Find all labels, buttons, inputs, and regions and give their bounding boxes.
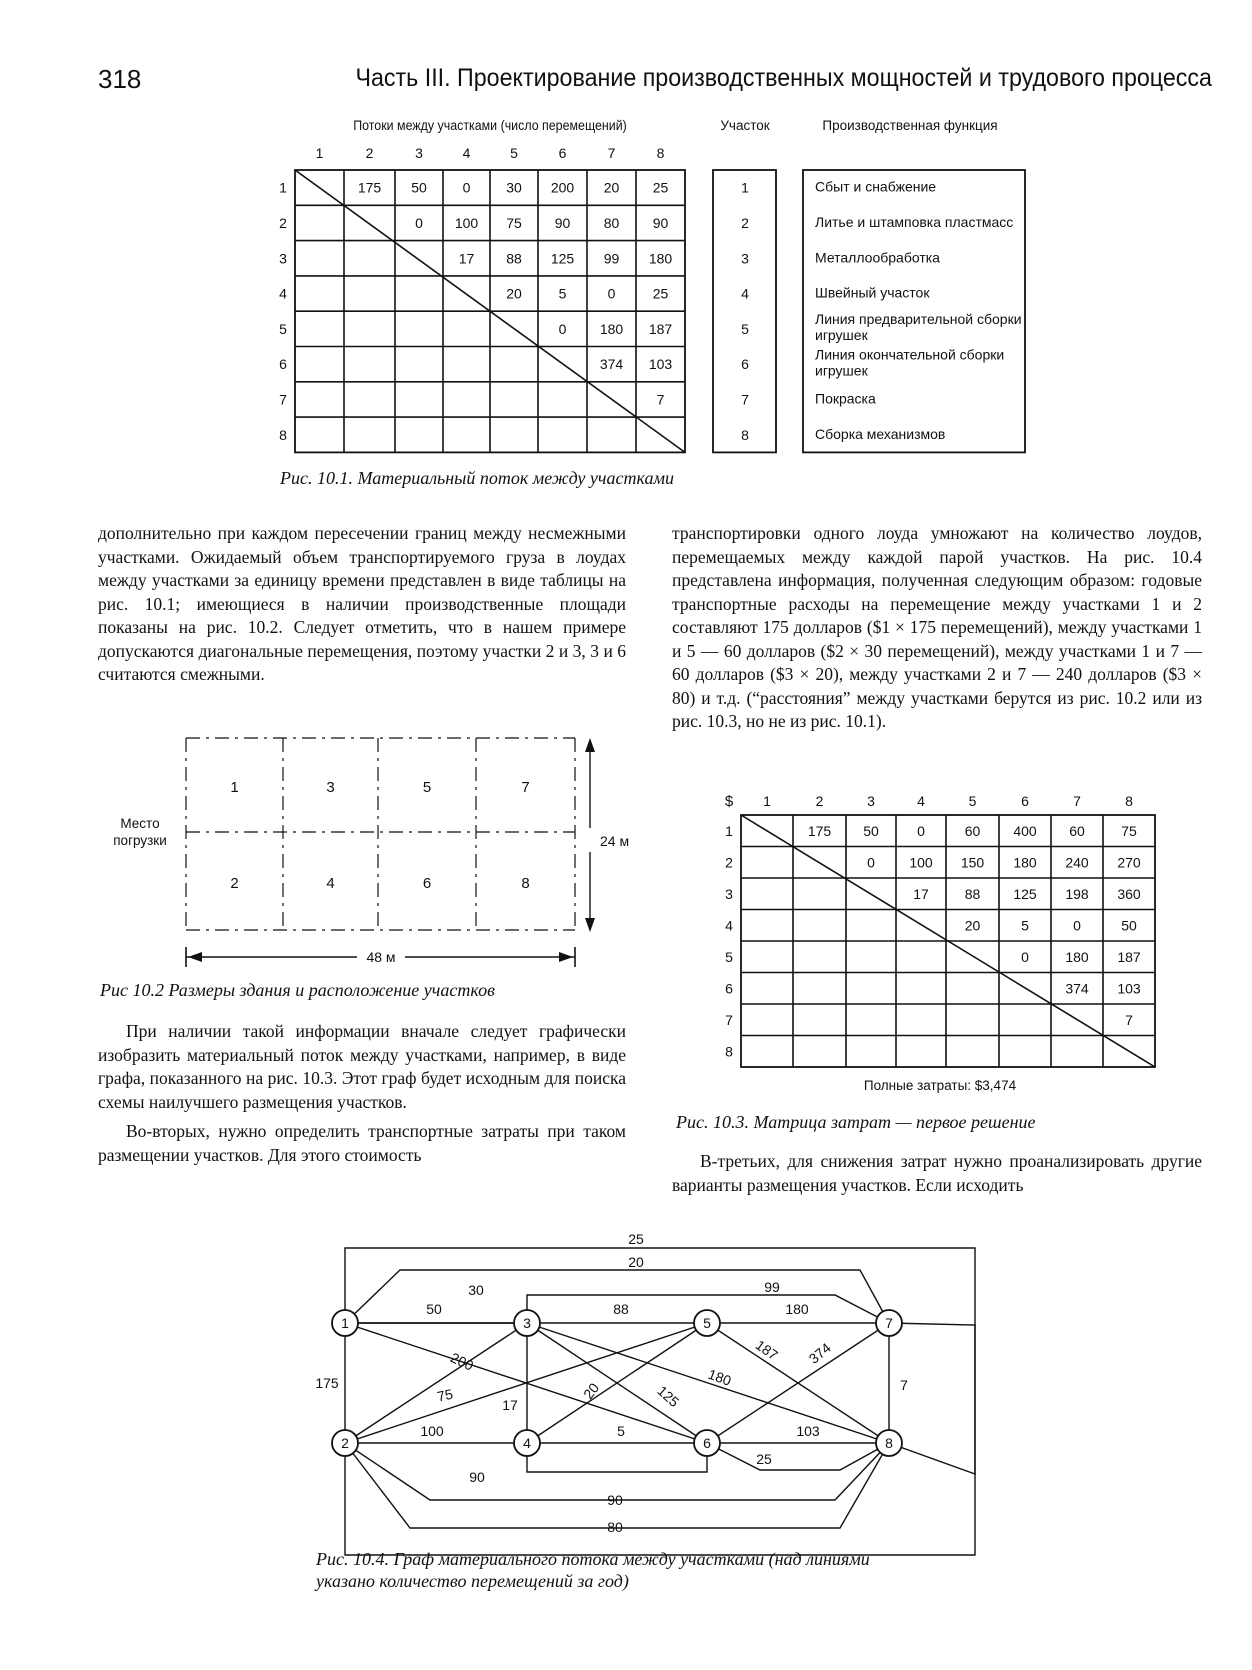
column-index: 1 [315,145,324,161]
figure-10-3-caption: Рис. 10.3. Матрица затрат — первое решение [676,1112,1036,1132]
right-text-block-2 [672,1150,1202,1197]
edge-label: 125 [654,1382,683,1411]
row-index: 7 [725,1011,733,1028]
cell-value: 270 [1117,854,1141,871]
column-index: 6 [558,145,567,161]
height-label: 24 м [600,833,630,849]
page-number: 318 [98,64,142,94]
node-label: 1 [341,1315,349,1331]
area-label: 7 [521,779,530,796]
function-label: Сбыт и снабжение [815,178,937,195]
dept-number: 3 [741,250,749,267]
dept-header: Участок [720,118,770,133]
area-label: 1 [230,779,239,796]
dept-number: 6 [741,356,749,373]
function-label: Покраска [815,390,876,407]
cell-value: 20 [506,285,522,302]
column-index: 2 [365,145,374,161]
graph-edge [707,1443,889,1470]
row-index: 1 [725,822,733,839]
column-index: 2 [815,793,824,809]
column-index: 4 [917,793,925,809]
column-index: 7 [1073,793,1081,809]
cell-value: 400 [1013,822,1037,839]
graph-edge [527,1443,707,1472]
caption-line: Рис. 10.4. Граф материального потока между участками (над линиями [316,1549,870,1569]
node-label: 8 [885,1435,893,1451]
cell-value: 25 [652,179,669,196]
cell-value: 180 [1065,948,1089,965]
cell-value: 187 [1117,948,1141,965]
node-label: 3 [523,1315,531,1331]
function-label: Металлообработка [815,249,940,266]
arrow-head [585,918,595,932]
area-label: 2 [230,875,239,892]
row-index: 3 [279,250,287,267]
column-index: 6 [1021,793,1029,809]
cell-value: 0 [607,285,616,302]
cell-value: 20 [603,179,620,196]
cell-value: 100 [909,854,933,871]
arrow-head [585,738,595,752]
node-label: 4 [523,1435,531,1451]
row-index: 3 [725,885,733,902]
cell-value: 150 [960,854,985,871]
function-header: Производственная функция [822,118,998,133]
edge-label: 100 [420,1423,444,1439]
column-index: 7 [607,145,616,161]
dept-number: 7 [741,391,749,408]
function-label: Литье и штамповка пластмасс [815,213,1014,230]
cell-value: 0 [462,179,471,196]
dept-number: 5 [741,320,749,337]
paragraph: дополнительно при каждом пересечении границ между несмежными участками. Ожидаемый объем транспортируемого груза в лоудах между участками за единицу времени представлен в виде таблицы на рис. 10.1; имеющиеся в наличии производственные площади показаны на рис. 10.2. Следует отметить, что в нашем примере допускаются диагональные перемещения, поэтому участки 2 и 3, 3 и 6 считаются смежными. [98,523,626,684]
figure-10-4-caption [316,1548,996,1592]
edge-label: 25 [756,1451,772,1467]
cell-value: 60 [964,822,981,839]
cell-value: 180 [1013,854,1037,871]
matrix-title: Потоки между участками (число перемещений) [353,117,627,134]
row-index: 2 [279,214,287,231]
paragraph: транспортировки одного лоуда умножают на количество лоудов, перемещаемых между каждой парой участков. На рис. 10.4 представлена информация, полученная следующим образом: годовые транспортные расходы на перемещение между участками 1 и 2 составляют 175 долларов ($1 × 175 перемещений), между участками 1 и 5 — 60 долларов ($2 × 30 перемещений), между участками 1 и 7 — 60 долларов ($3 × 20), между участками 2 и 7 — 240 долларов ($3 × 80) и т.д. (“расстояния” между участками берутся из рис. 10.2 или из рис. 10.3, но не из рис. 10.1). [672,523,1202,731]
edge-label: 88 [613,1301,629,1317]
cell-value: 80 [603,214,620,231]
dock-label: погрузки [113,833,167,848]
column-index: 5 [510,145,518,161]
cell-value: 360 [1117,885,1141,902]
cell-value: 90 [652,214,669,231]
cell-value: 20 [964,917,981,934]
arrow-head [559,952,573,962]
cell-value: 0 [1021,948,1029,965]
dept-column-frame [713,170,776,452]
area-label: 5 [422,779,432,796]
left-text-block-1 [98,522,626,687]
column-index: 1 [763,793,771,809]
label-gap [583,828,597,852]
paragraph: Во-вторых, нужно определить транспортные затраты при таком размещении участков. Для этого стоимость [98,1121,626,1165]
cell-value: 240 [1065,854,1089,871]
cell-value: 198 [1065,885,1089,902]
row-index: 5 [279,320,287,337]
cell-value: 200 [550,179,575,196]
area-label: 8 [521,875,530,892]
cell-value: 25 [652,285,669,302]
cell-value: 5 [1021,917,1029,934]
graph-edge [345,1443,889,1528]
edge-label: 90 [607,1492,623,1508]
running-title: Часть III. Проектирование производственных мощностей и трудового процесса [355,64,1212,92]
cell-value: 187 [648,320,673,337]
row-index: 8 [725,1043,733,1060]
edge-label: 90 [469,1469,485,1485]
function-label: игрушек [815,362,868,379]
cell-value: 125 [1013,885,1037,902]
column-index: 8 [656,145,665,161]
width-label: 48 м [366,949,396,965]
cell-value: 17 [458,250,475,267]
cell-value: 0 [917,822,925,839]
function-label: игрушек [815,327,868,344]
dept-number: 4 [741,285,749,302]
cell-value: 125 [550,250,575,267]
cell-value: 180 [599,320,624,337]
cell-value: 0 [867,854,875,871]
cell-value: 90 [554,214,571,231]
dept-number: 8 [741,426,749,443]
cell-value: 60 [1069,822,1085,839]
row-index: 7 [279,391,287,408]
cell-value: 99 [603,250,620,267]
edge-label: 50 [426,1301,442,1317]
edge-label: 180 [785,1301,809,1317]
row-index: 2 [725,854,733,871]
graph-edge [527,1323,889,1443]
figure-10-2-caption: Рис 10.2 Размеры здания и расположение участков [100,980,495,1000]
edge-label: 187 [752,1336,782,1364]
edge-label: 200 [448,1349,477,1374]
node-label: 6 [703,1435,711,1451]
node-label: 2 [341,1435,349,1451]
edge-label: 103 [796,1423,820,1439]
caption-line: указано количество перемещений за год) [316,1571,629,1591]
edge-label: 20 [628,1254,644,1270]
cell-value: 88 [964,885,981,902]
function-label: Сборка механизмов [815,425,946,442]
cell-value: 75 [1121,822,1137,839]
area-label: 6 [422,875,432,892]
edge-label: 7 [900,1377,908,1393]
dept-number: 2 [741,214,749,231]
cell-value: 374 [1065,980,1089,997]
cell-value: 175 [357,179,382,196]
cell-value: 7 [1125,1011,1133,1028]
cell-value: 180 [648,250,673,267]
cell-value: 103 [1117,980,1141,997]
node-label: 7 [885,1315,893,1331]
area-label: 4 [326,875,335,892]
cell-value: 374 [599,356,624,373]
cell-value: 5 [558,285,567,302]
column-index: 5 [968,793,977,809]
cell-value: 0 [1073,917,1081,934]
cell-value: 75 [506,214,522,231]
cell-value: 175 [807,822,832,839]
figure-10-1-caption: Рис. 10.1. Материальный поток между участками [280,468,674,488]
edge-label: 20 [579,1379,603,1402]
function-label: Линия окончательной сборки [815,346,1005,363]
edge-label: 99 [764,1279,780,1295]
row-index: 6 [725,980,733,997]
column-index: 3 [415,145,423,161]
cell-value: 0 [415,214,423,231]
paragraph: В-третьих, для снижения затрат нужно проанализировать другие варианты размещения участков. Если исходить [672,1151,1202,1195]
cell-value: 17 [913,885,929,902]
edge-label: 374 [805,1339,834,1367]
currency-symbol: $ [724,793,734,810]
edge-label: 175 [315,1375,339,1391]
row-index: 5 [725,948,733,965]
edge-label: 75 [435,1385,455,1405]
area-label: 3 [326,779,335,796]
cell-value: 0 [558,320,567,337]
row-index: 1 [279,179,287,196]
cell-value: 30 [506,179,522,196]
paragraph: При наличии такой информации вначале следует графически изобразить материальный поток между участками, например, в виде графа, показанного на рис. 10.3. Этот граф будет исходным для поиска схемы наилучшего размещения участков. [98,1021,626,1112]
edge-label: 17 [502,1397,518,1413]
node-label: 5 [703,1315,711,1331]
cell-value: 50 [1121,917,1137,934]
cell-value: 7 [656,391,665,408]
edge-label: 80 [607,1519,623,1535]
column-index: 3 [867,793,875,809]
dept-number: 1 [741,179,749,196]
right-text-block-1 [672,522,1202,734]
edge-label: 30 [468,1282,484,1298]
cell-value: 50 [863,822,879,839]
row-index: 6 [279,356,287,373]
edge-label: 180 [705,1365,734,1389]
column-index: 4 [462,145,471,161]
dock-label: Место [120,816,160,831]
row-index: 8 [279,426,287,443]
arrow-head [188,952,202,962]
function-label: Швейный участок [815,284,930,301]
edge-label: 5 [617,1423,625,1439]
cell-value: 88 [506,250,522,267]
row-index: 4 [725,917,733,934]
function-label: Линия предварительной сборки [815,311,1022,328]
column-index: 8 [1125,793,1133,809]
edge-label: 25 [628,1231,644,1247]
left-text-block-2 [98,1020,626,1167]
cell-value: 50 [411,179,427,196]
cell-value: 103 [648,356,673,373]
total-cost: Полные затраты: $3,474 [863,1078,1017,1093]
row-index: 4 [279,285,287,302]
cell-value: 100 [454,214,479,231]
